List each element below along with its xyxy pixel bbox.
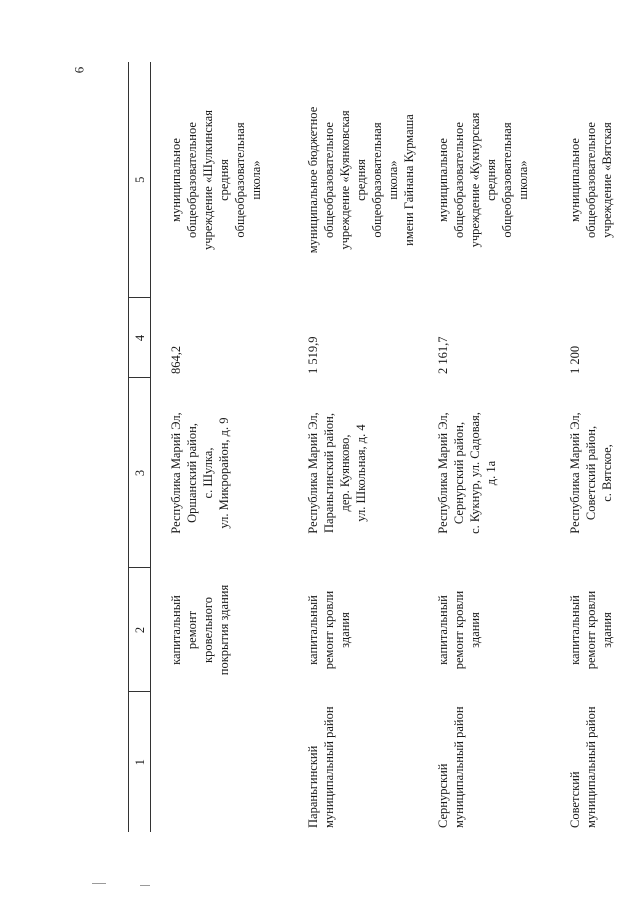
scan-speck xyxy=(140,885,150,886)
address-line: с. Шулка, xyxy=(201,447,215,499)
work-type-line: капитальный xyxy=(306,595,320,665)
institution-line: учреждение «Шулкинская xyxy=(201,110,215,250)
address-cell xyxy=(289,378,419,568)
amount-value: 864,2 xyxy=(169,345,183,374)
address-line: Советский район, xyxy=(584,425,598,521)
institution-line: школа» xyxy=(249,160,263,200)
institution-line: общеобразовательная xyxy=(233,122,247,238)
address-cell xyxy=(151,378,290,568)
work-type-cell xyxy=(419,568,553,692)
address-line: ул. Микрорайон, д. 9 xyxy=(217,417,231,529)
work-type-line: ремонт xyxy=(185,610,199,650)
institution-line: средняя xyxy=(484,159,498,201)
institution-line: учреждение «Кукнурская xyxy=(468,112,482,248)
address-line: Параньгинский район, xyxy=(322,413,336,533)
address-line: Республика Марий Эл, xyxy=(436,412,450,534)
institution-line: муниципальное xyxy=(568,138,582,222)
address-line: д. 1а xyxy=(484,460,498,486)
work-type-line: ремонт кровли xyxy=(584,590,598,670)
institution-cell xyxy=(553,62,627,298)
address-line: с. Вятское, xyxy=(600,444,614,502)
institution-cell xyxy=(151,62,290,298)
address-line: Республика Марий Эл, xyxy=(169,412,183,534)
district-line: муниципальный район xyxy=(584,706,598,828)
amount-value: 2 161,7 xyxy=(436,336,450,374)
address-line: дер. Куянково, xyxy=(338,434,352,512)
institution-line: общеобразовательное xyxy=(452,122,466,238)
district-line: муниципальный район xyxy=(322,706,336,828)
district-line: Советский xyxy=(568,771,582,828)
work-type-line: кровельного xyxy=(201,597,215,663)
address-line: Республика Марий Эл, xyxy=(568,412,582,534)
amount-value: 1 200 xyxy=(568,345,582,374)
table-row xyxy=(419,62,553,832)
institution-line: общеобразовательное xyxy=(322,122,336,238)
address-cell xyxy=(553,378,627,568)
column-number-cell: 1 xyxy=(129,692,151,832)
page-number: 6 xyxy=(71,66,87,74)
institution-line: имени Гайнана Курмаша xyxy=(402,114,416,246)
work-type-line: здания xyxy=(468,612,482,648)
institution-line: учреждение «Вятская xyxy=(600,122,614,238)
address-cell xyxy=(419,378,553,568)
address-line: с. Кукнур, ул. Садовая, xyxy=(468,412,482,534)
amount-value: 1 519,9 xyxy=(306,336,320,374)
rotated-table-container xyxy=(128,62,614,832)
work-type-line: здания xyxy=(600,612,614,648)
institution-line: муниципальное бюджетное xyxy=(306,106,320,254)
work-type-line: ремонт кровли xyxy=(322,590,336,670)
institution-line: общеобразовательная xyxy=(370,122,384,238)
column-number-cell: 5 xyxy=(129,62,151,298)
table-row xyxy=(151,62,290,832)
institution-line: средняя xyxy=(354,159,368,201)
institution-line: общеобразовательное xyxy=(584,122,598,238)
work-type-cell xyxy=(553,568,627,692)
address-line: Оршанский район, xyxy=(185,423,199,523)
work-type-cell xyxy=(289,568,419,692)
institution-line: муниципальное xyxy=(169,138,183,222)
district-cell xyxy=(151,692,290,832)
district-line: муниципальный район xyxy=(452,706,466,828)
district-line: Сернурский xyxy=(436,763,450,828)
institution-line: школа» xyxy=(516,160,530,200)
district-cell xyxy=(289,692,419,832)
address-line: ул. Школьная, д. 4 xyxy=(354,424,368,522)
institution-line: учреждение «Куянковская xyxy=(338,110,352,250)
work-type-line: покрытия здания xyxy=(217,584,231,676)
column-number-cell: 2 xyxy=(129,568,151,692)
table-row xyxy=(289,62,419,832)
scan-speck xyxy=(92,883,106,884)
work-type-line: здания xyxy=(338,612,352,648)
table-row xyxy=(553,62,627,832)
institution-line: общеобразовательная xyxy=(500,122,514,238)
district-cell xyxy=(419,692,553,832)
amount-cell xyxy=(151,298,290,378)
amount-cell xyxy=(289,298,419,378)
district-line: Параньгинский xyxy=(306,745,320,828)
institution-line: муниципальное xyxy=(436,138,450,222)
amount-cell xyxy=(419,298,553,378)
column-number-row xyxy=(129,62,151,832)
amount-cell xyxy=(553,298,627,378)
address-line: Республика Марий Эл, xyxy=(306,412,320,534)
work-type-cell xyxy=(151,568,290,692)
institution-line: школа» xyxy=(386,160,400,200)
work-type-line: капитальный xyxy=(568,595,582,665)
work-type-line: капитальный xyxy=(169,595,183,665)
work-type-line: ремонт кровли xyxy=(452,590,466,670)
institution-line: общеобразовательное xyxy=(185,122,199,238)
column-number-cell: 4 xyxy=(129,298,151,378)
institution-cell xyxy=(289,62,419,298)
institution-cell xyxy=(419,62,553,298)
column-number-cell: 3 xyxy=(129,378,151,568)
address-line: Сернурский район, xyxy=(452,421,466,525)
institution-line: средняя xyxy=(217,159,231,201)
work-type-line: капитальный xyxy=(436,595,450,665)
district-cell xyxy=(553,692,627,832)
repair-objects-table xyxy=(128,62,627,832)
